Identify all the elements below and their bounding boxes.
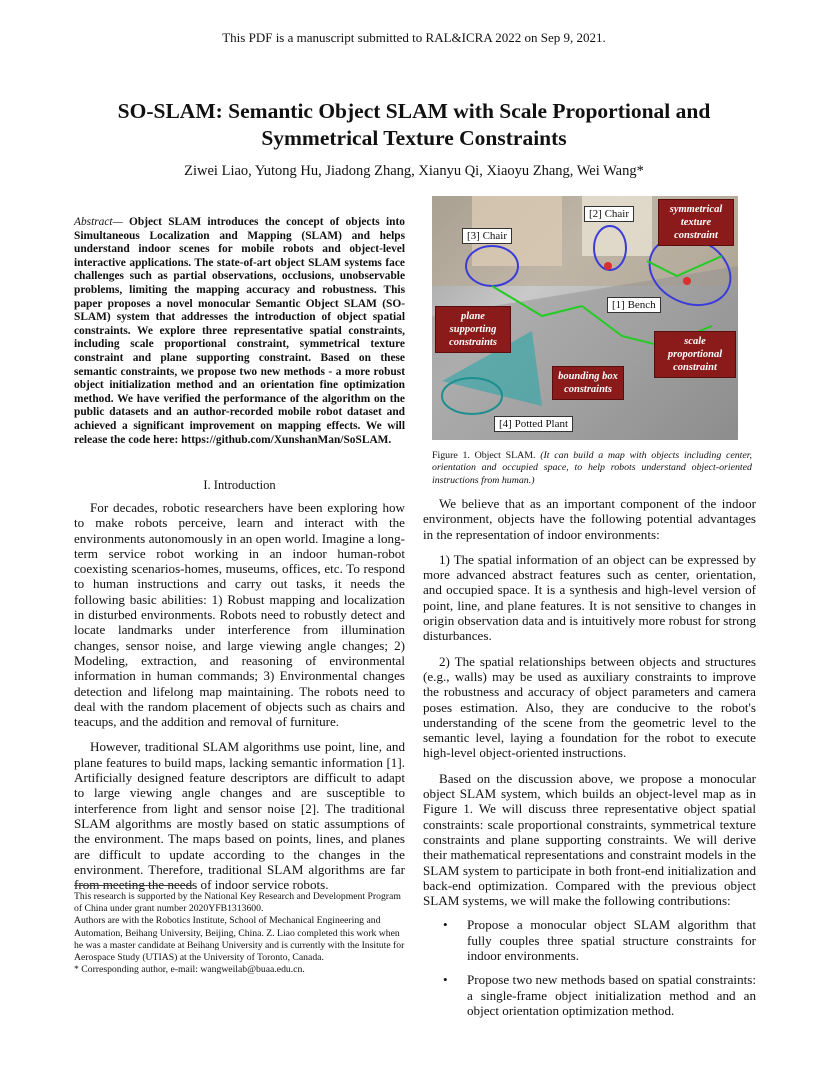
label-scale-proportional: scale proportional constraint: [654, 331, 736, 378]
label-bounding-box: bounding box constraints: [552, 366, 624, 400]
caption-text: (It can build a map with objects including center, orientation and occupied space, to help robots understand object-oriented instructions from human.): [432, 450, 753, 486]
figure-1-caption: [432, 450, 752, 487]
label-symmetrical-texture: symmetrical texture constraint: [658, 199, 734, 246]
figure-1-image: [432, 196, 738, 440]
advantage-2: 2) The spatial relationships between objects and structures (e.g., walls) may be used as auxiliary constraints to improve the robustness and accuracy of object parameters and camera poses estimation. Also, they are conducive to the robot's understanding of the scene from the geometric level to the semantic level, laying a foundation for the robot to execute high-level object-oriented instructions.: [423, 653, 756, 761]
advantage-1: 1) The spatial information of an object can be expressed by more advanced abstract features such as center, orientation, and occupied space. It is a synthesis and high-level version of point, line, and plane features. It is not sensitive to changes in origin observation data and is intuitively more robust for strong disturbances.: [423, 551, 756, 644]
footnote-affiliation: Authors are with the Robotics Institute, School of Mechanical Engineering and Automation, Beihang University, Beijing, China. Z. Liao completed this work when he was a master candidate at Beihang University and is currently with the Insitute for Aerospace Study (UTIAS) at the University of Toronto, Canada.: [74, 915, 405, 964]
section-heading: I. Introduction: [203, 478, 276, 492]
footnote-corresponding: * Corresponding author, e-mail: wangweilab@buaa.edu.cn.: [74, 964, 305, 976]
label-bench: [1] Bench: [607, 297, 661, 313]
title-line-2: Symmetrical Texture Constraints: [261, 126, 567, 150]
column-right: [423, 496, 756, 1018]
paper-title: [60, 98, 768, 152]
contribution-item-1: • Propose a monocular object SLAM algorithm that fully couples three spatial structure constraints for indoor environments.: [423, 917, 756, 963]
footnote-rule: [74, 885, 194, 886]
advantages-intro: We believe that as an important component of the indoor environment, objects have the following potential advantages in the representation of indoor environments:: [423, 496, 756, 542]
label-chair-2: [2] Chair: [584, 206, 634, 222]
proposal-paragraph: Based on the discussion above, we propose a monocular object SLAM system, which builds an object-level map as in Figure 1. We will discuss three representative object spatial constraints: scale proportional constraints, symmetrical texture constraints and plane supporting constraints. We will derive their mathematical representations and constraint models in the SLAM system to participate in both front-end initialization and back-end optimization. Compared with the previous object SLAM systems, we will make the following contributions:: [423, 770, 756, 909]
contribution-item-2: • Propose two new methods based on spatial constraints: a single-frame object initialization method and an object orientation optimization method.: [423, 972, 756, 1018]
abstract-text: Object SLAM introduces the concept of objects into Simultaneous Localization and Mapping (SLAM) and helps understand indoor scenes for mobile robots and object-level interactive applications. The state-of-art object SLAM systems face challenges such as partial observations, occlusions, unobservable problems, limiting the mapping accuracy and robustness. This paper proposes a novel monocular Semantic Object SLAM (SO-SLAM) system that addresses the introduction of object spatial constraints. We explore three representative spatial constraints, including scale proportional constraint, symmetrical texture constraint and plane supporting constraint. Based on these semantic constraints, we propose two new methods - a more robust object initialization method and an orientation fine optimization method. We have verified the performance of the algorithm on the public datasets and an author-recorded mobile robot dataset and achieved a significant improvement on mapping effects. We will release the code here: https://github.com/XunshanMan/SoSLAM.: [74, 216, 405, 446]
title-line-1: SO-SLAM: Semantic Object SLAM with Scale Proportional and: [117, 99, 711, 123]
contributions-list: [423, 917, 756, 1018]
label-potted-plant: [4] Potted Plant: [494, 416, 573, 432]
intro-paragraph-1: For decades, robotic researchers have been exploring how to make robots perceive, learn and interact with the environments autonomously in an open world. Imagine a long-term service robot working in an indoor human-robot coexisting scenarios-homes, museums, offices, etc. To respond to human instructions and carry out tasks, it needs the following basic abilities: 1) Robust mapping and localization in disturbed environments. Robots need to robustly detect and locate landmarks under interference from illumination changes, sensor noise, and large viewing angle changes; 2) Modeling, extraction, and reasoning of environmental information in human commands; 3) Environmental changes detection and lifelong map maintaining. The robots need to deal with the random placement of objects such as chairs and teacups, and the addition and removal of furniture.: [74, 500, 405, 730]
abstract-label: Abstract—: [74, 216, 123, 228]
author-list: Ziwei Liao, Yutong Hu, Jiadong Zhang, Xianyu Qi, Xiaoyu Zhang, Wei Wang*: [184, 163, 644, 179]
submission-notice: This PDF is a manuscript submitted to RAL&ICRA 2022 on Sep 9, 2021.: [222, 30, 606, 45]
caption-label: Figure 1. Object SLAM.: [432, 450, 541, 461]
intro-paragraph-2: However, traditional SLAM algorithms use point, line, and plane features to build maps, lacking semantic information [1]. Artificially designed feature descriptors are difficult to adapt to large viewing angle changes and are susceptible to interference from light and sensor noise [2]. The traditional SLAM algorithms are mostly based on static assumptions of the environment. The maps based on points, lines, and planes are difficult to update according to the changes in the environment. Therefore, traditional SLAM algorithms are far from meeting the needs of indoor service robots.: [74, 739, 405, 893]
column-left: [74, 500, 405, 892]
label-chair-3: [3] Chair: [462, 228, 512, 244]
footnotes: [74, 891, 405, 976]
footnote-funding: This research is supported by the National Key Research and Development Program of China under grant number 2020YFB1313600.: [74, 891, 401, 915]
abstract: [74, 216, 405, 447]
label-plane-supporting: plane supporting constraints: [435, 306, 511, 353]
